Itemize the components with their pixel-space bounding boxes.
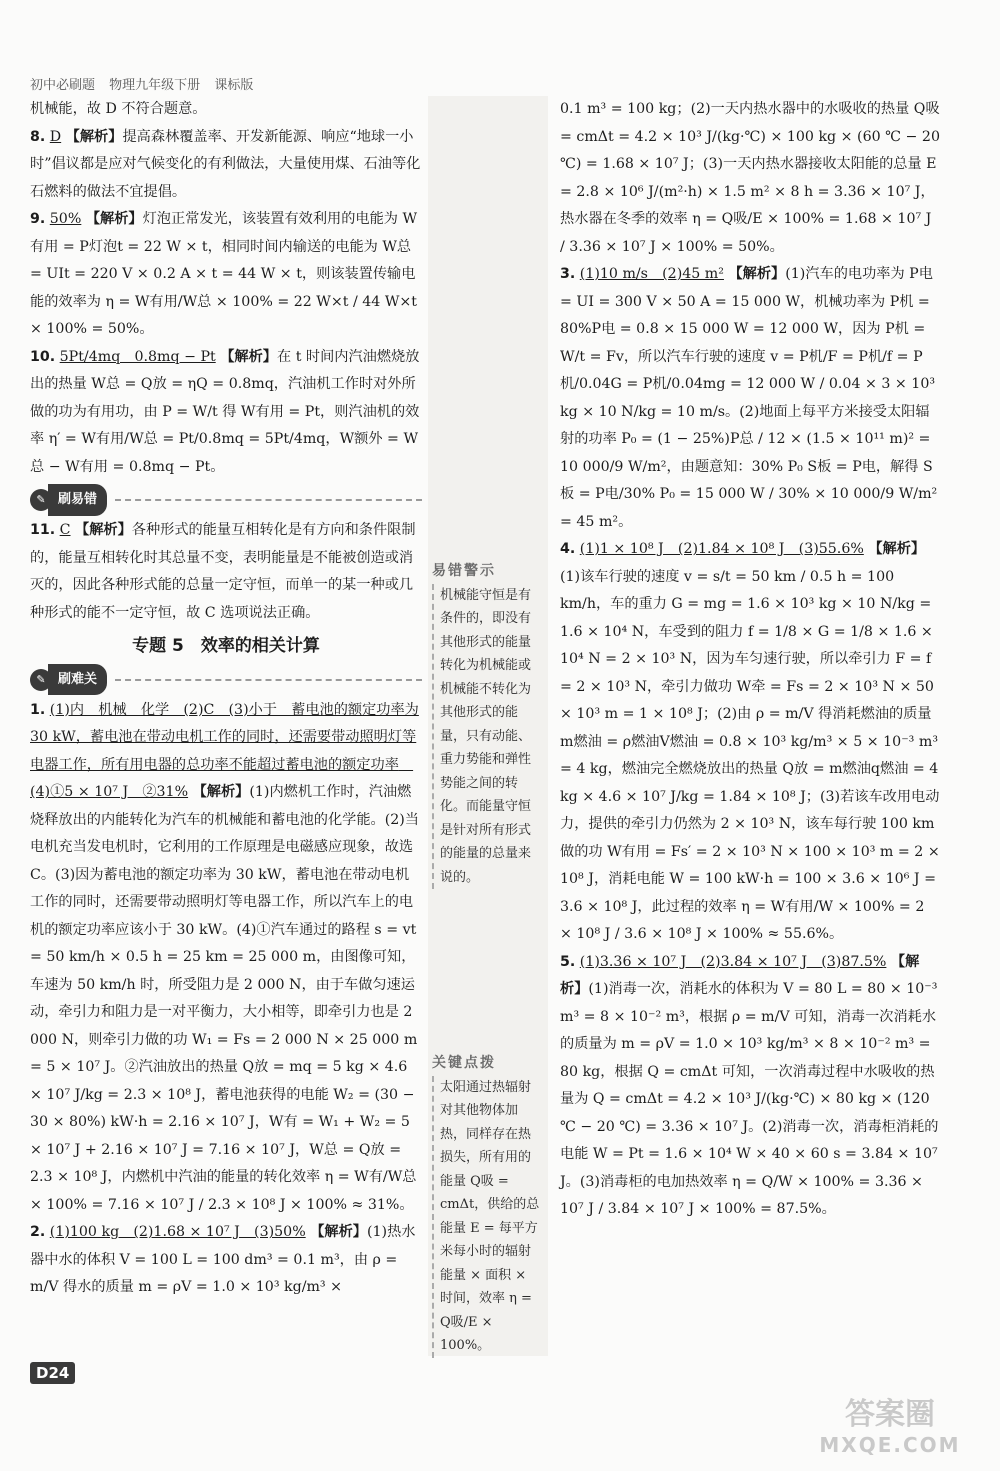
question-number: 1. [30,701,46,718]
page-number: D24 [30,1362,75,1384]
running-header [30,74,263,93]
answer-text: (1)100 kg (2)1.68 × 10⁷ J (3)50% [49,1224,306,1240]
analysis-text: (1)汽车的电功率为 P电 = UI = 300 V × 50 A = 15 000 W，机械功率为 P机 = 80%P电 = 0.8 × 15 000 W = 12 000 W，因为 P机 = W/t = Fv，所以汽车行驶的速度 v = P机/F = P机/f = P机/0.04G = P机/0.04mg = 12 000 W / 0.04 × 3 × 10³ kg × 10 N/kg = 10 m/s。(2)地面上每平方米接受太阳辐射的功率 P₀ = (1 − 25%)P总 / 12 × (1.5 × 10¹¹ m)² = 10 000/9 W/m²，由题意知：30% P₀ S板 = P电，解得 S板 = P电/30% P₀ = 15 000 W / 30% × 10 000/9 W/m² = 45 m²。 [560,266,938,530]
answer-item [30,697,422,1220]
tip-heading: 易错警示 [432,563,496,579]
answer-item [30,206,422,344]
tip-heading: 关键点拨 [432,1055,496,1071]
tip-box-key-point [432,1052,542,1358]
question-number: 2. [30,1224,46,1240]
pencil-icon: ✎ [30,669,52,691]
watermark-bottom: MXQE.COM [819,1433,961,1457]
answer-text: (1)3.36 × 10⁷ J (2)3.84 × 10⁷ J (3)87.5% [579,953,887,970]
answer-text: D [49,128,62,145]
analysis-tag: 【解析】 [868,541,926,557]
watermark-top: 答案圈 [845,1397,935,1432]
analysis-tag: 【解析】 [192,784,250,800]
analysis-text: 在 t 时间内汽油燃烧放出的热量 W总 = Q放 = ηQ = 0.8mq，汽油机工作时对外所做的功为有用功，由 P = W/t 得 W有用 = Pt，则汽油机的效率 η′ = W有用/W总 = Pt/0.8mq = 5Pt/4mq，W额外 = W总 − W有用 = 0.8mq − Pt。 [30,348,420,475]
topic-title: 专题 5 效率的相关计算 [132,636,320,656]
answer-text: 50% [49,211,82,227]
analysis-text: 灯泡正常发光，该装置有效利用的电能为 W有用 = P灯泡t = 22 W × t，相同时间内输送的电能为 W总 = UIt = 220 V × 0.2 A × t = 44 W × t，则该装置传输电能的效率为 η = W有用/W总 × 100% = 22 W×t / 44 W×t × 100% = 50%。 [30,211,418,337]
analysis-tag: 【解析】 [75,522,132,538]
answer-text: (1)1 × 10⁸ J (2)1.84 × 10⁸ J (3)55.6% [579,541,864,557]
edition-name: 课标版 [214,78,254,93]
paragraph: 0.1 m³ = 100 kg；(2)一天内热水器中的水吸收的热量 Q吸 = cmΔt = 4.2 × 10³ J/(kg·℃) × 100 kg × (60 ℃ − 20 ℃) = 1.68 × 10⁷ J；(3)一天内热水器接收太阳能的总量 E = 2.8 × 10⁶ J/(m²·h) × 1.5 m² × 8 h = 3.36 × 10⁷ J，热水器在冬季的效率 η = Q吸/E × 100% = 1.68 × 10⁷ J / 3.36 × 10⁷ J × 100% = 50%。 [560,101,940,255]
question-number: 8. [30,128,46,145]
section-divider [115,499,422,501]
question-number: 11. [30,522,56,538]
analysis-tag: 【解析】 [85,211,143,227]
question-number: 9. [30,211,46,227]
subject-name: 物理九年级下册 [109,78,201,93]
question-number: 4. [560,541,576,557]
analysis-text: (1)热水器中水的体积 V = 100 L = 100 dm³ = 0.1 m³，由 ρ = m/V 得水的质量 m = ρV = 1.0 × 10³ kg/m³ × [30,1224,416,1295]
answer-text: 5Pt/4mq 0.8mq − Pt [59,348,216,365]
section-banner [30,487,422,513]
section-banner [30,667,422,693]
answer-item [30,1219,422,1302]
tip-body: 太阳通过热辐射对其他物体加热，同样存在热损失，所有用的能量 Q吸 = cmΔt，供给的总能量 E = 每平方米每小时的辐射能量 × 面积 × 时间，效率 η = Q吸/E × 100%。 [432,1076,542,1358]
right-column [560,96,940,1224]
analysis-text: 各种形式的能量互相转化是有方向和条件限制的，能量互相转化时其总量不变，表明能量是不能被创造或消灭的，因此各种形式能的总量一定守恒，而单一的某一种或几种形式的能不一定守恒，故 C 选项说法正确。 [30,522,416,621]
answer-item [560,261,940,536]
answer-text: (1)内 机械 化学 (2)C (3)小于 蓄电池的额定功率为30 kW，蓄电池在带动电机工作的同时，还需要带动照明灯等电器工作，所有用电器的总功率不能超过蓄电池的额定功率 (4)①5 × 10⁷ J ②31% [30,701,419,800]
answer-text: (1)10 m/s (2)45 m² [579,266,724,282]
answer-item [560,949,940,1224]
section-label: 刷难关 [48,664,107,696]
tip-body: 机械能守恒是有条件的，即没有其他形式的能量转化为机械能或机械能不转化为其他形式的能量，只有动能、重力势能和弹性势能之间的转化。而能量守恒是针对所有形式的能量的总量来说的。 [432,584,542,890]
analysis-tag: 【解析】 [728,266,786,282]
question-number: 3. [560,266,576,282]
question-number: 10. [30,348,56,365]
analysis-text: 提高森林覆盖率、开发新能源、响应“地球一小时”倡议都是应对气候变化的有利做法，大量使用煤、石油等化石燃料的做法不宜提倡。 [30,128,421,200]
analysis-tag: 【解析】 [220,348,277,365]
analysis-tag: 【解析】 [310,1224,367,1240]
question-number: 5. [560,953,576,970]
section-divider [115,679,422,681]
analysis-tag: 【解析】 [65,128,123,145]
answer-item [30,344,422,482]
watermark-logo [800,1397,980,1460]
analysis-tag: 【解析】 [560,953,920,997]
tip-box-common-errors [432,560,542,889]
analysis-text: (1)该车行驶的速度 v = s/t = 50 km / 0.5 h = 100 km/h，车的重力 G = mg = 1.6 × 10³ kg × 10 N/kg = 1.6 × 10⁴ N，车受到的阻力 f = 1/8 × G = 1/8 × 1.6 × 10⁴ N = 2 × 10³ N，因为车匀速行驶，所以牵引力 F = f = 2 × 10³ N，牵引力做功 W牵 = Fs = 2 × 10³ N × 50 × 10³ m = 1 × 10⁸ J；(2)由 ρ = m/V 得消耗燃油的质量 m燃油 = ρ燃油V燃油 = 0.8 × 10³ kg/m³ × 5 × 10⁻³ m³ = 4 kg，燃油完全燃烧放出的热量 Q放 = m燃油q燃油 = 4 kg × 4.6 × 10⁷ J/kg = 1.84 × 10⁸ J；(3)若该车改用电动力，提供的牵引力仍然为 2 × 10³ N，该车每行驶 100 km 做的功 W有用 = Fs′ = 2 × 10³ N × 100 × 10³ m = 2 × 10⁸ J，消耗电能 W = 100 kW·h = 100 × 3.6 × 10⁶ J = 3.6 × 10⁸ J，此过程的效率 η = W有用/W × 100% = 2 × 10⁸ J / 3.6 × 10⁸ J × 100% ≈ 55.6%。 [560,568,940,942]
paragraph: 机械能，故 D 不符合题意。 [30,101,207,117]
answer-item [560,536,940,949]
analysis-text: (1)内燃机工作时，汽油燃烧释放出的内能转化为汽车的机械能和蓄电池的化学能。(2)当电机充当发电机时，它利用的工作原理是电磁感应现象，故选 C。(3)因为蓄电池的额定功率为 30 kW，蓄电池在带动电机工作的同时，还需要带动照明灯等电器工作，所以汽车上的电机的额定功率应该小于 30 kW。(4)①汽车通过的路程 s = vt = 50 km/h × 0.5 h = 25 km = 25 000 m，由图像可知，车速为 50 km/h 时，所受阻力是 2 000 N，由于车做匀速运动，牵引力和阻力是一对平衡力，大小相等，即牵引力也是 2 000 N，则牵引力做的功 W₁ = Fs = 2 000 N × 25 000 m = 5 × 10⁷ J。②汽油放出的热量 Q放 = mq = 5 kg × 4.6 × 10⁷ J/kg = 2.3 × 10⁸ J，蓄电池获得的电能 W₂ = (30 − 30 × 80%) kW·h = 2.16 × 10⁷ J，W有 = W₁ + W₂ = 5 × 10⁷ J + 2.16 × 10⁷ J = 7.16 × 10⁷ J，W总 = Q放 = 2.3 × 10⁸ J，内燃机中汽油的能量的转化效率 η = W有/W总 × 100% = 7.16 × 10⁷ J / 2.3 × 10⁸ J × 100% ≈ 31%。 [30,784,419,1213]
left-column [30,96,422,1302]
answer-item [30,124,422,207]
answer-text: C [59,522,71,538]
analysis-text: (1)消毒一次，消耗水的体积为 V = 80 L = 80 × 10⁻³ m³ = 8 × 10⁻² m³，根据 ρ = m/V 可知，消毒一次消耗水的质量为 m = ρV = 1.0 × 10³ kg/m³ × 8 × 10⁻² m³ = 80 kg，根据 Q = cmΔt 可知，一次消毒过程中水吸收的热量为 Q = cmΔt = 4.2 × 10³ J/(kg·℃) × 80 kg × (120 ℃ − 20 ℃) = 3.36 × 10⁷ J。(2)消毒一次，消毒柜消耗的电能 W = Pt = 1.6 × 10⁴ W × 40 × 60 s = 3.84 × 10⁷ J。(3)消毒柜的电加热效率 η = Q/W × 100% = 3.36 × 10⁷ J / 3.84 × 10⁷ J × 100% = 87.5%。 [560,981,939,1217]
answer-item [30,517,422,627]
section-label: 刷易错 [48,484,107,516]
book-name: 初中必刷题 [30,78,96,93]
pencil-icon: ✎ [30,489,52,511]
